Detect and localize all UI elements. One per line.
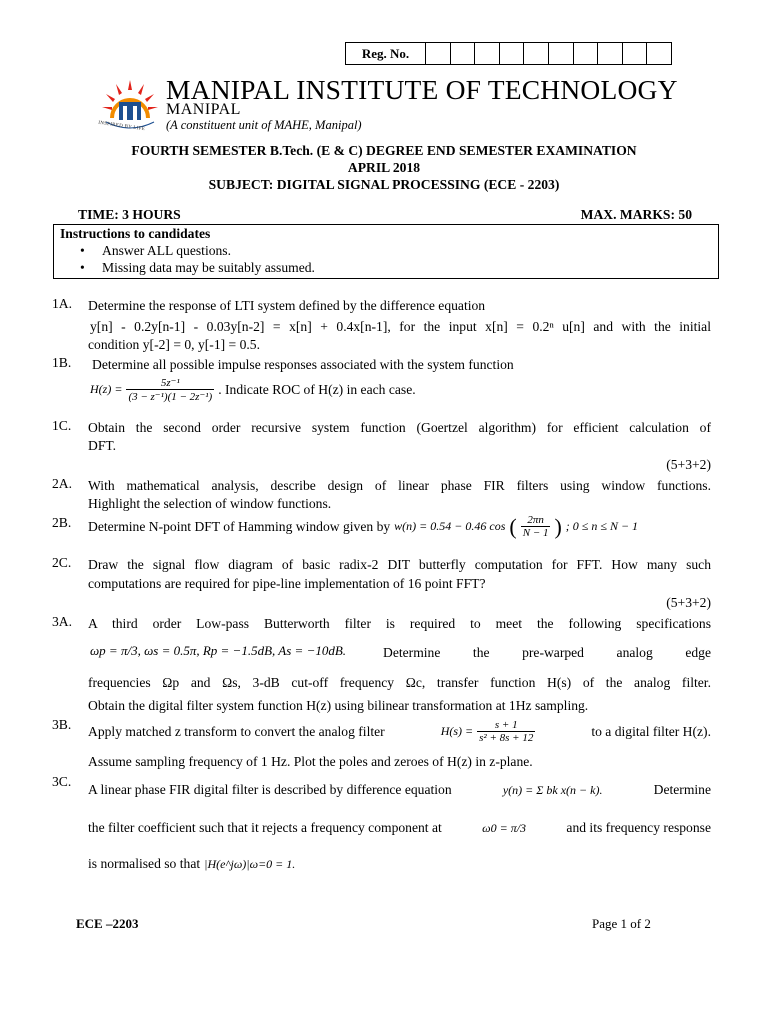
question-number: 3B. — [52, 717, 72, 732]
question-text: y[n] - 0.2y[n-1] - 0.03y[n-2] = x[n] + 0.4x[n-1], for the input x[n] = 0.2ⁿ u[n] and with the initial — [90, 319, 711, 334]
instruction-item: • Missing data may be suitably assumed. — [102, 260, 315, 276]
reg-cell — [647, 43, 671, 64]
transfer-function-hz: H(z) = $\frac{\text{5z⁻¹}}{\text{(3 − z⁻¹)(1 − 2z⁻¹)}}$ . Indicate ROC of H(z) in each case. — [90, 377, 416, 403]
instruction-item: • Answer ALL questions. — [102, 243, 231, 259]
fir-equation-line: A linear phase FIR digital filter is described by difference equation y(n) = Σ bk x(n − k). Determine — [88, 782, 711, 797]
question-text: condition y[-2] = 0, y[-1] = 0.5. — [88, 337, 261, 352]
exam-subject: SUBJECT: DIGITAL SIGNAL PROCESSING (ECE - 2203) — [208, 177, 560, 192]
question-number: 1C. — [52, 418, 72, 433]
question-number: 3C. — [52, 774, 72, 789]
footer-course-code: ECE –2203 — [76, 916, 139, 931]
institute-name: MANIPAL INSTITUTE OF TECHNOLOGY — [166, 74, 678, 105]
exam-time: TIME: 3 HOURS — [78, 207, 181, 222]
reg-cell — [426, 43, 451, 64]
question-text: Obtain the second order recursive system function (Goertzel algorithm) for efficient calculation of — [88, 420, 711, 435]
reg-cell — [574, 43, 599, 64]
institute-note: (A constituent unit of MAHE, Manipal) — [166, 118, 362, 132]
reg-cell — [451, 43, 476, 64]
question-number: 2B. — [52, 515, 72, 530]
question-number: 1A. — [52, 296, 73, 311]
hamming-window-equation: Determine N-point DFT of Hamming window given by w(n) = 0.54 − 0.46 cos ( $\frac{2\pi n}{N - 1}$ ) ; 0 ≤ n ≤ N − 1 — [88, 513, 639, 539]
reg-cell — [598, 43, 623, 64]
reg-number-box — [345, 42, 672, 65]
reg-cell — [524, 43, 549, 64]
instructions-box — [53, 224, 719, 279]
question-text: Determine the pre-warped analog edge — [383, 645, 711, 660]
filter-specification: ωp = π/3, ωs = 0.5π, Rp = −1.5dB, As = −10dB. — [90, 643, 347, 658]
question-text: DFT. — [88, 438, 117, 453]
question-text: Obtain the digital filter system function H(z) using bilinear transformation at 1Hz sampling. — [88, 698, 589, 713]
question-text: frequencies Ωp and Ωs, 3-dB cut-off frequency Ωc, transfer function H(s) of the analog filter. — [88, 675, 711, 690]
question-text: Determine the response of LTI system defined by the difference equation — [88, 298, 486, 313]
exam-max-marks: MAX. MARKS: 50 — [580, 207, 692, 222]
time-marks-row — [78, 207, 692, 223]
question-text: Draw the signal flow diagram of basic radix-2 DIT butterfly computation for FFT. How many such — [88, 557, 711, 572]
question-text: With mathematical analysis, describe design of linear phase FIR filters using window functions. — [88, 478, 711, 493]
exam-date: APRIL 2018 — [347, 160, 421, 175]
reg-cell — [500, 43, 525, 64]
question-text: Determine all possible impulse responses associated with the system function — [92, 357, 514, 372]
reg-number-label: Reg. No. — [346, 43, 426, 64]
marks-allocation: (5+3+2) — [666, 457, 711, 472]
logo-tagline: INSPIRED BY LIFE — [97, 120, 146, 133]
marks-allocation: (5+3+2) — [666, 595, 711, 610]
question-text: A third order Low-pass Butterworth filter is required to meet the following specifications — [88, 616, 711, 631]
question-text: computations are required for pipe-line implementation of 16 point FFT? — [88, 576, 486, 591]
matched-z-transform-line: Apply matched z transform to convert the analog filter H(s) = $\frac{s + 1}{\text{s² + 8s + 12}}$ to a digital filter H(z). — [88, 719, 711, 744]
institute-city: MANIPAL — [166, 101, 241, 118]
reg-cell — [623, 43, 648, 64]
question-number: 2A. — [52, 476, 73, 491]
exam-title: FOURTH SEMESTER B.Tech. (E & C) DEGREE END SEMESTER EXAMINATION — [131, 143, 637, 158]
reg-cell — [549, 43, 574, 64]
reg-cell — [475, 43, 500, 64]
footer-page-number: Page 1 of 2 — [592, 916, 651, 931]
instructions-title: Instructions to candidates — [60, 226, 211, 241]
reject-frequency-line: the filter coefficient such that it rejects a frequency component at ω0 = π/3 and its frequency response — [88, 820, 711, 835]
question-number: 3A. — [52, 614, 73, 629]
question-text: Assume sampling frequency of 1 Hz. Plot the poles and zeroes of H(z) in z-plane. — [88, 754, 533, 769]
question-text: Highlight the selection of window functions. — [88, 496, 332, 511]
question-number: 2C. — [52, 555, 72, 570]
question-number: 1B. — [52, 355, 72, 370]
normalisation-line: is normalised so that |H(e^jω)|ω=0 = 1. — [88, 856, 296, 871]
